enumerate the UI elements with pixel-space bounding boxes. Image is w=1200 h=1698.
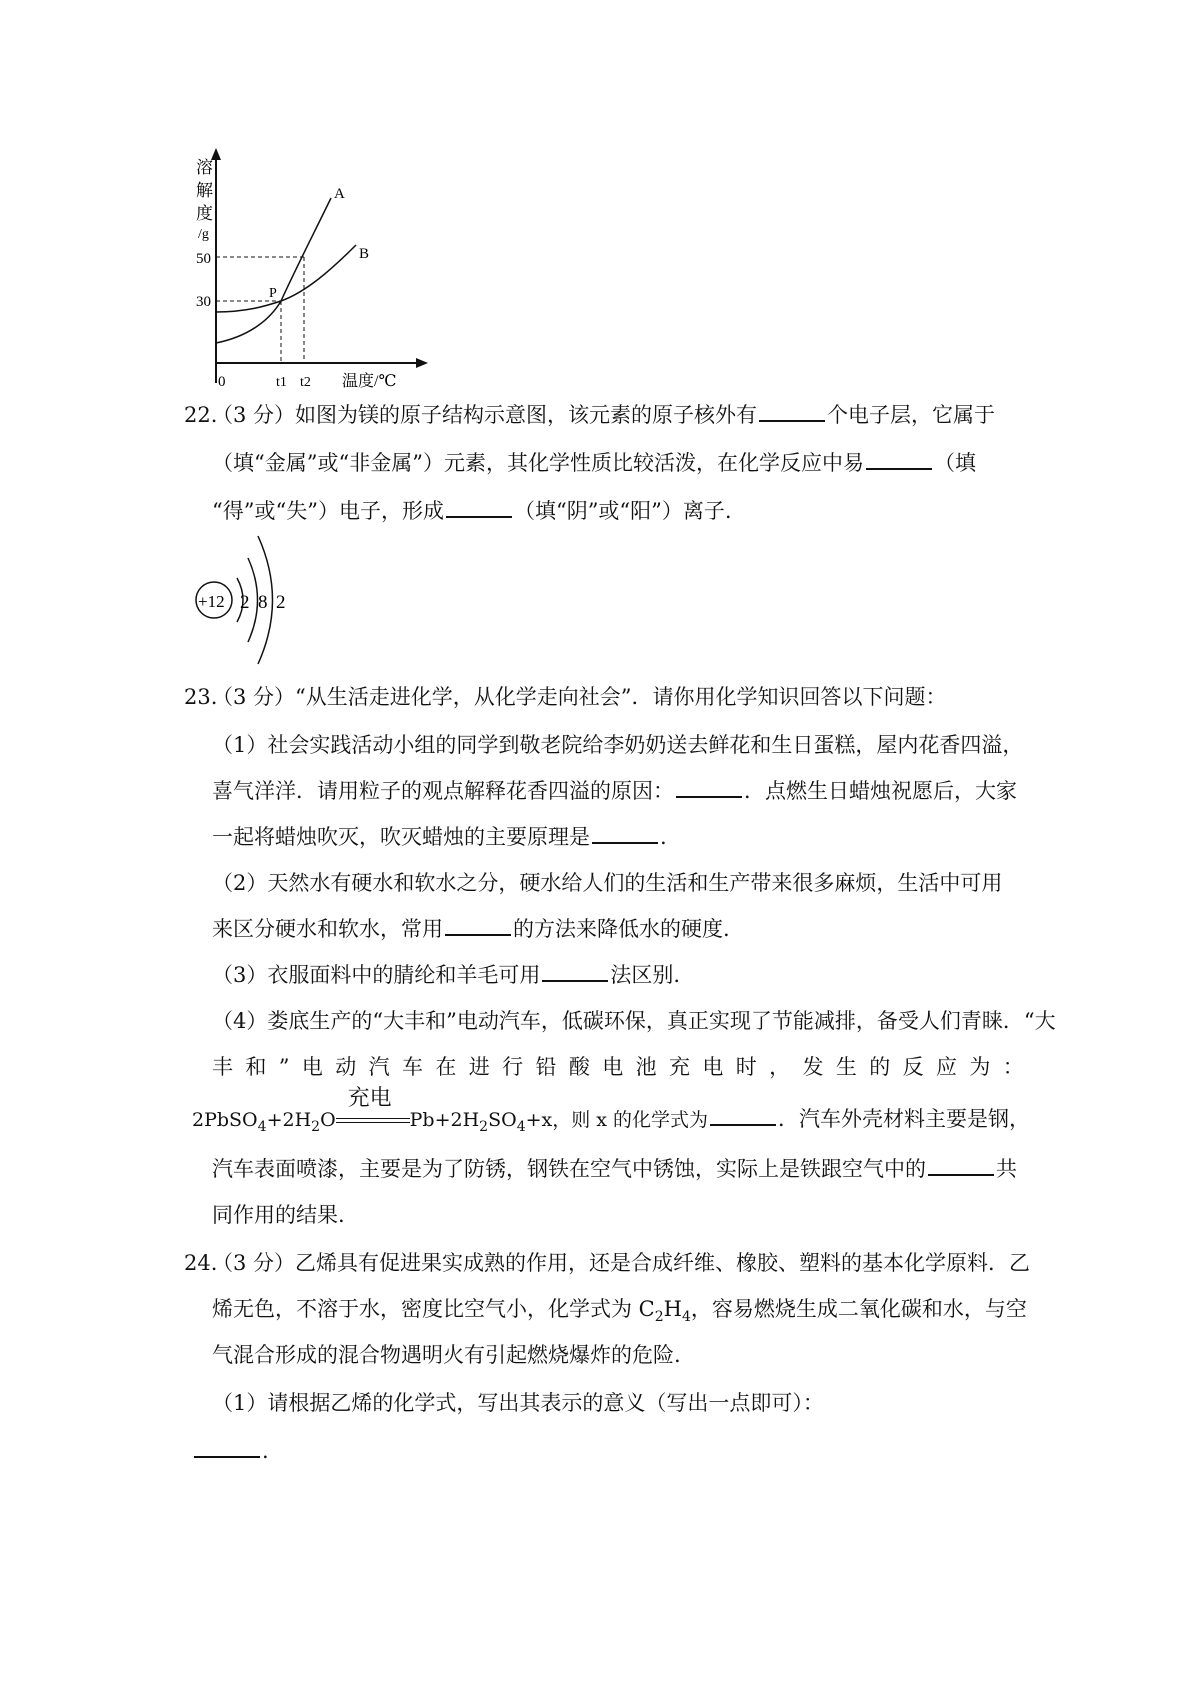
eq-sub: 4 [257, 1118, 267, 1135]
question-22-number: 22. [184, 403, 218, 427]
q23-text: 一起将蜡烛吹灭，吹灭蜡烛的主要原理是 [212, 825, 590, 849]
q23-text: 的方法来降低水的硬度. [513, 917, 730, 941]
q22-text: （填 [933, 451, 976, 475]
q22-text: （3 分）如图为镁的原子结构示意图，该元素的原子核外有 [212, 403, 758, 427]
q23-p1-line2 [212, 778, 1017, 804]
reaction-arrow [336, 1086, 410, 1128]
q22-text: “得”或“失”）电子，形成 [212, 499, 444, 523]
curve-b [216, 245, 356, 312]
q23-text: 汽车表面喷漆，主要是为了防锈，钢铁在空气中锈蚀，实际上是铁跟空气中的 [212, 1157, 926, 1181]
question-24-number: 24. [184, 1251, 218, 1275]
answer-blank[interactable] [928, 1156, 994, 1176]
y-tick-50: 50 [196, 251, 211, 267]
x-axis-arrow [416, 358, 428, 368]
q23-text: ．点燃生日蜡烛祝愿后，大家 [744, 779, 1017, 803]
q24-p1-answer [192, 1438, 269, 1464]
q23-p4-line1: （4）娄底生产的“大丰和”电动汽车，低碳环保，真正实现了节能减排，备受人们青睐．“大 [212, 1009, 1056, 1033]
y-tick-30: 30 [196, 294, 211, 310]
q22-line3 [212, 498, 732, 524]
eq-text: Pb+2H [409, 1109, 480, 1131]
q23-text: （3）衣服面料中的腈纶和羊毛可用 [212, 963, 541, 987]
eq-sub: 2 [479, 1118, 489, 1135]
q24-line1: （3 分）乙烯具有促进果实成熟的作用，还是合成纤维、橡胶、塑料的基本化学原料．乙 [212, 1251, 1031, 1275]
eq-text: +2H [266, 1109, 312, 1131]
q23-text: 喜气洋洋．请用粒子的观点解释花香四溢的原因： [212, 779, 674, 803]
q23-p2-line1: （2）天然水有硬水和软水之分，硬水给人们的生活和生产带来很多麻烦，生活中可用 [212, 871, 1003, 895]
eq-text: +x，则 x 的化学式为 [525, 1109, 709, 1131]
answer-blank[interactable] [759, 402, 825, 422]
p4-char: 铅 [535, 1055, 557, 1079]
nucleus-charge: +12 [198, 592, 225, 611]
shell-electrons-3: 2 [276, 592, 286, 613]
q23-p4-line2 [212, 1054, 1024, 1080]
q23-p1-line3 [212, 824, 667, 850]
p4-char: 发 [802, 1055, 824, 1079]
curve-b-label: B [359, 246, 370, 262]
p4-char: 车 [402, 1055, 423, 1079]
point-p-label: P [269, 286, 277, 301]
y-label-char: 度 [196, 204, 213, 223]
p4-char: 时 [735, 1055, 757, 1079]
p4-char: 电 [602, 1055, 624, 1079]
answer-blank[interactable] [710, 1106, 776, 1126]
eq-text: ．汽车外壳材料主要是钢， [778, 1107, 1031, 1131]
answer-blank[interactable] [542, 962, 608, 982]
q24-sub: 2 [654, 1309, 664, 1326]
q24-text: . [262, 1439, 269, 1463]
reaction-condition: 充电 [347, 1086, 392, 1111]
p4-char: 生 [835, 1055, 857, 1079]
q23-text: 共 [996, 1157, 1017, 1181]
q22-text: （填“阴”或“阳”）离子. [513, 499, 732, 523]
answer-blank[interactable] [592, 824, 658, 844]
y-label-char: 溶 [196, 158, 213, 177]
q22-text: （填“金属”或“非金属”）元素，其化学性质比较活泼，在化学反应中易 [212, 451, 864, 475]
p4-char: 酸 [568, 1055, 590, 1079]
answer-blank[interactable] [676, 778, 742, 798]
p4-char: 充 [669, 1055, 690, 1079]
q23-intro: （3 分）“从生活走进化学，从化学走向社会”．请你用化学知识回答以下问题： [212, 685, 947, 709]
p4-char: 电 [702, 1055, 724, 1079]
q24-line2 [212, 1296, 1027, 1330]
p4-char: 和 [245, 1055, 267, 1079]
q24-line3: 气混合形成的混合物遇明火有引起燃烧爆炸的危险. [212, 1343, 681, 1367]
p4-char: 丰 [212, 1055, 233, 1079]
p4-char: 为 [969, 1055, 991, 1079]
answer-blank[interactable] [866, 450, 932, 470]
answer-blank[interactable] [446, 498, 512, 518]
q23-text: . [660, 825, 667, 849]
x-tick-t1: t1 [276, 375, 287, 390]
q23-p4-line5: 同作用的结果. [212, 1203, 345, 1227]
shell-electrons-2: 8 [258, 592, 268, 613]
y-label-char: 解 [196, 181, 213, 200]
curve-a-label: A [334, 186, 345, 202]
y-unit: /g [198, 227, 209, 242]
q23-p2-line2 [212, 916, 730, 942]
p4-char: ， [769, 1055, 791, 1079]
p4-char: 在 [435, 1055, 457, 1079]
p4-char: 电 [301, 1055, 323, 1079]
eq-text: O [320, 1109, 336, 1131]
q23-p1-line1: （1）社会实践活动小组的同学到敬老院给李奶奶送去鲜花和生日蛋糕，屋内花香四溢， [212, 733, 1024, 757]
q24-p1: （1）请根据乙烯的化学式，写出其表示的意义（写出一点即可）： [212, 1391, 824, 1415]
p4-char: 进 [468, 1055, 490, 1079]
x-label: 温度/℃ [342, 373, 397, 390]
p4-char: 反 [902, 1055, 924, 1079]
p4-char: 的 [869, 1055, 891, 1079]
eq-text: SO [488, 1109, 517, 1131]
q23-p4-line4 [212, 1156, 1017, 1182]
solubility-graph [196, 148, 456, 398]
answer-blank[interactable] [194, 1438, 260, 1458]
q24-text: H [663, 1297, 682, 1321]
x-tick-0: 0 [218, 374, 226, 390]
q23-p3 [212, 962, 680, 988]
p4-char: 动 [335, 1055, 357, 1079]
q22-text: 个电子层，它属于 [827, 403, 996, 427]
question-23-number: 23. [184, 685, 218, 709]
p4-char: 汽 [368, 1055, 390, 1079]
q23-text: 法区别. [610, 963, 681, 987]
curve-a [216, 198, 331, 343]
x-tick-t2: t2 [300, 375, 311, 390]
p4-char: 池 [635, 1055, 657, 1079]
q24-sub: 4 [682, 1309, 691, 1326]
eq-sub: 4 [516, 1118, 526, 1135]
q22-line2 [212, 450, 976, 476]
magnesium-atom-diagram [195, 528, 305, 678]
p4-char: ” [278, 1055, 290, 1079]
eq-sub: 2 [311, 1118, 321, 1135]
q23-text: 来区分硬水和软水，常用 [212, 917, 443, 941]
q24-text: 烯无色，不溶于水，密度比空气小，化学式为 C [212, 1297, 655, 1321]
shell-electrons-1: 2 [240, 592, 250, 613]
eq-text: 2PbSO [192, 1109, 258, 1131]
q22-line1 [212, 402, 995, 428]
q24-text: ，容易燃烧生成二氧化碳和水，与空 [690, 1297, 1027, 1321]
p4-char: 应 [936, 1055, 957, 1079]
p4-char: ： [1002, 1055, 1024, 1079]
answer-blank[interactable] [445, 916, 511, 936]
chemical-equation-line [192, 1086, 1031, 1140]
p4-char: 行 [502, 1055, 524, 1079]
